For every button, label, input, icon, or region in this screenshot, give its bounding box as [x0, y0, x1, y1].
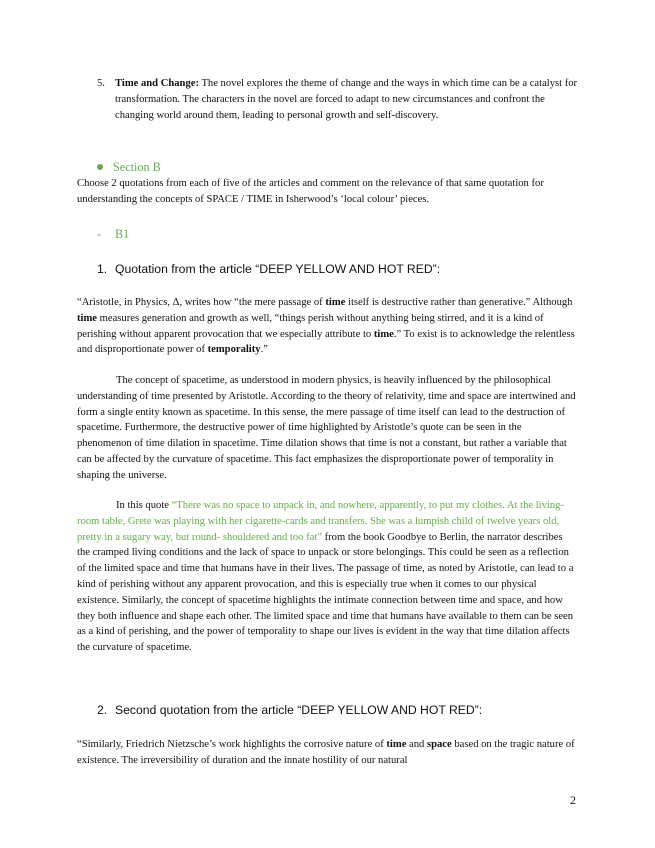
- section-b-label: Section B: [113, 160, 161, 174]
- b1-label: B1: [115, 227, 130, 241]
- quotation-heading-text: Quotation from the article “DEEP YELLOW AND HOT RED”:: [115, 262, 441, 276]
- section-b-instructions: Choose 2 quotations from each of five of the articles and comment on the relevance of that same quotation for understanding the concepts of SPACE / TIME in Isherwood’s ‘local colour’ pieces.: [77, 178, 544, 205]
- list-number: 5.: [97, 78, 105, 89]
- b1-heading: [97, 226, 129, 242]
- highlighted-quote: “There was no space to unpack in, and nowhere, apparently, to put my clothes. At the living-room table, Grete was playing with her cigarette-cards and transfers. She was a lumpish child of twelve years old, pretty in a sugary way, but round- shouldered and too fat”: [77, 500, 564, 543]
- paragraph-intro: In this quote: [116, 500, 172, 511]
- commentary-paragraph-2: [77, 498, 577, 656]
- quotation-number: 1.: [97, 262, 108, 276]
- page-number: 2: [570, 793, 576, 807]
- quotation-number: 2.: [97, 703, 108, 717]
- quote-part: based on the tragic nature of existence. The irreversibility of duration and the innate hostility of our natural: [77, 739, 575, 766]
- quote-emphasis: time: [77, 312, 97, 324]
- quote-emphasis: space: [427, 739, 452, 750]
- quote-emphasis: time: [373, 328, 394, 340]
- quotation-1-heading: [97, 261, 440, 277]
- quote-part: .” To exist is to acknowledge the relentless and disproportionate power of: [77, 328, 575, 356]
- commentary-paragraph-1: The concept of spacetime, as understood in modern physics, is heavily influenced by the philosophical understanding of time presented by Aristotle. According to the theory of relativity, time and space are intertwined and form a single entity known as spacetime. In this sense, the mere passage of time itself can lead to the destruction of spacetime. Furthermore, the destructive power of time highlighted by Aristotle’s quote can be seen in the phenomenon of time dilation in spacetime. Time dilation shows that time is not a constant, but rather a variable that can be affected by the curvature of spacetime. This fact emphasizes the disproportionate power of temporality in shaping the universe.: [77, 375, 576, 481]
- list-item-text: [115, 76, 579, 123]
- quote-emphasis: time: [325, 297, 346, 308]
- bullet-icon: [97, 164, 103, 170]
- paragraph-rest: from the book Goodbye to Berlin, the narrator describes the cramped living conditions and the lack of space to unpack or store belongings. This could be seen as a reflection of the limited space and time that humans have in their lives. The passage of time, as noted by Aristotle, can lead to a kind of perishing without any apparent provocation, and this is especially true when it comes to our physical existence. Similarly, the concept of spacetime highlights the intimate connection between time and space, and how they both influence and shape each other. The limited space and time that humans have available to them can be seen as a kind of perishing, and the power of temporality to shape our lives is evident in the way that time dilation affects the curvature of spacetime.: [77, 531, 574, 654]
- item-title: Time and Change:: [115, 78, 199, 89]
- quote-emphasis: time: [386, 739, 407, 750]
- quotation-2-heading: [97, 702, 482, 718]
- quote-part: .”: [260, 344, 268, 356]
- quote-part: “Similarly, Friedrich Nietzsche’s work highlights the corrosive nature of: [77, 739, 387, 750]
- quote-emphasis: temporality: [207, 344, 261, 356]
- section-b-heading: [97, 159, 161, 175]
- quote-part: “Aristotle, in Physics, Δ, writes how “the mere passage of: [77, 297, 326, 308]
- quote-part: measures generation and growth as well, “things perish without anything being stirred, and it is a kind of perishing without apparent provocation that we especially attribute to: [77, 312, 544, 340]
- dash-marker: -: [97, 227, 102, 241]
- item-body: The novel explores the theme of change and the ways in which time can be a catalyst for transformation. The characters in the novel are forced to adapt to new circumstances and confront the changing world around them, leading to personal growth and self-discovery.: [115, 78, 578, 121]
- quote-part: itself is destructive rather than generative.” Although: [345, 297, 573, 308]
- quotation-2-text: [77, 737, 577, 769]
- quote-part: and: [406, 739, 427, 750]
- quotation-1-text: [77, 295, 577, 358]
- quotation-heading-text: Second quotation from the article “DEEP YELLOW AND HOT RED”:: [115, 703, 483, 717]
